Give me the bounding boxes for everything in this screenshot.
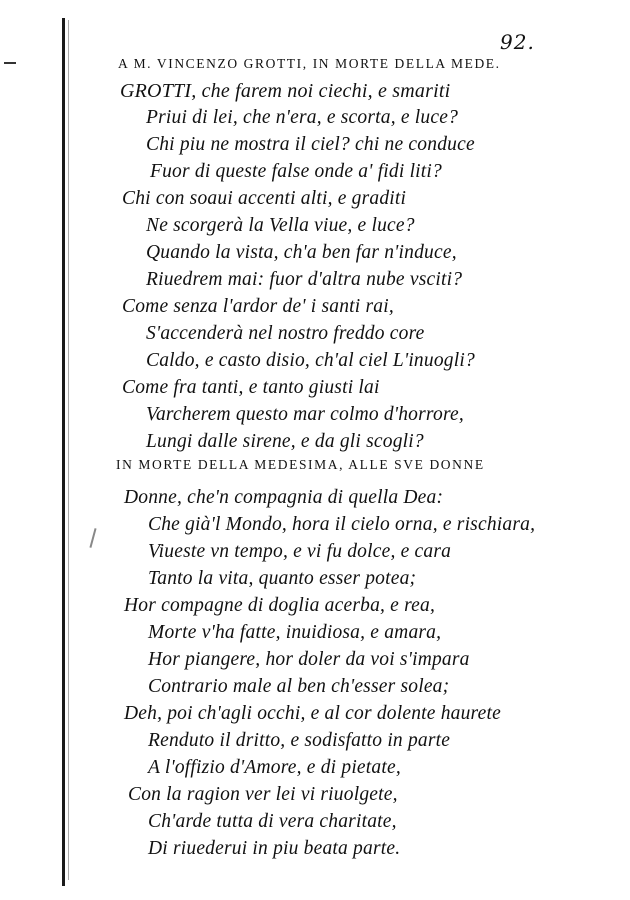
verse-line: Di riuederui in piu beata parte. [148, 838, 401, 859]
verse-line: Chi con soaui accenti alti, e graditi [122, 188, 407, 209]
section-heading-sonnet-2: IN MORTE DELLA MEDESIMA, ALLE SVE DONNE [116, 457, 485, 472]
verse-line: A l'offizio d'Amore, e di pietate, [148, 757, 401, 778]
verse-line: Che già'l Mondo, hora il cielo orna, e rischiara, [148, 514, 536, 535]
verse-line: Deh, poi ch'agli occhi, e al cor dolente haurete [124, 703, 501, 724]
verse-line: Chi piu ne mostra il ciel? chi ne conduce [146, 134, 475, 155]
verse-line: Varcherem questo mar colmo d'horrore, [146, 404, 464, 425]
page-number: 92. [500, 30, 535, 54]
margin-stray-mark [89, 528, 96, 548]
verse-line: Renduto il dritto, e sodisfatto in parte [148, 730, 451, 751]
verse-line: Riuedrem mai: fuor d'altra nube vsciti? [146, 269, 463, 290]
verse-line: Contrario male al ben ch'esser solea; [148, 676, 450, 697]
verse-line: Priui di lei, che n'era, e scorta, e luce? [146, 107, 459, 128]
margin-tick-mark [4, 62, 16, 64]
verse-line: Ch'arde tutta di vera charitate, [148, 811, 397, 832]
verse-line: GROTTI, che farem noi ciechi, e smariti [120, 80, 451, 102]
verse-line: Viueste vn tempo, e vi fu dolce, e cara [148, 541, 452, 562]
verse-line: Quando la vista, ch'a ben far n'induce, [146, 242, 457, 263]
verse-line: Fuor di queste false onde a' fidi liti? [150, 161, 442, 182]
verse-line: Hor compagne di doglia acerba, e rea, [124, 595, 436, 616]
verse-line: Tanto la vita, quanto esser potea; [148, 568, 417, 589]
verse-line: Come senza l'ardor de' i santi rai, [122, 296, 394, 317]
verse-line: Morte v'ha fatte, inuidiosa, e amara, [148, 622, 442, 643]
section-heading-sonnet-1: A M. VINCENZO GROTTI, IN MORTE DELLA MEDE. [118, 56, 501, 71]
binding-gutter-shadow [68, 20, 69, 880]
verse-line: Caldo, e casto disio, ch'al ciel L'inuogli? [146, 350, 475, 371]
verse-line: Hor piangere, hor doler da voi s'impara [148, 649, 470, 670]
verse-line: Con la ragion ver lei vi riuolgete, [128, 784, 398, 805]
verse-line: Ne scorgerà la Vella viue, e luce? [146, 215, 415, 236]
binding-gutter-rule [62, 18, 65, 886]
verse-line: Lungi dalle sirene, e da gli scogli? [146, 431, 424, 452]
verse-line: Come fra tanti, e tanto giusti lai [122, 377, 380, 398]
verse-line: Donne, che'n compagnia di quella Dea: [124, 487, 444, 508]
verse-line: S'accenderà nel nostro freddo core [146, 323, 425, 344]
